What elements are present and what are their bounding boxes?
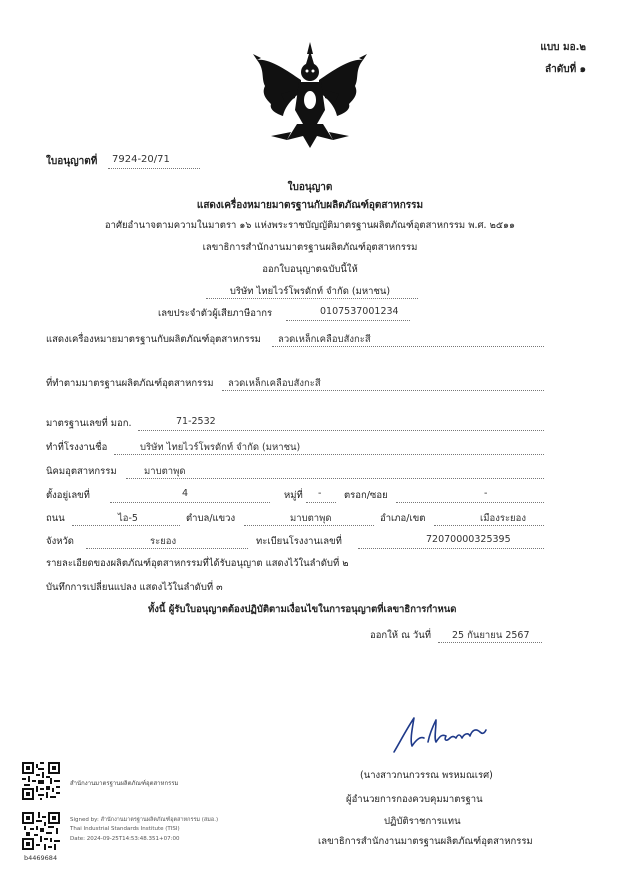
factory-label: ทำที่โรงงานชื่อ: [46, 442, 108, 453]
factory-underline: [114, 454, 544, 455]
signature-date: Date: 2024-09-25T14:53:48.351+07:00: [70, 836, 180, 842]
issue-to-text: ออกใบอนุญาตฉบับนี้ให้: [262, 264, 358, 275]
signatory-title2: ปฏิบัติราชการแทน: [384, 816, 461, 827]
soi-value: -: [484, 488, 488, 499]
moo-underline: [306, 502, 336, 503]
where-underline: [222, 390, 544, 391]
license-number-underline: [108, 168, 200, 169]
road-value: ไอ-5: [118, 513, 138, 524]
standard-underline: [138, 430, 544, 431]
details-note: รายละเอียดของผลิตภัณฑ์อุตสาหกรรมที่ได้รับอนุญาต แสดงไว้ในลำดับที่ ๒: [46, 558, 349, 569]
standard-label: มาตรฐานเลขที่ มอก.: [46, 418, 132, 429]
tax-id-label: เลขประจำตัวผู้เสียภาษีอากร: [158, 308, 273, 319]
secretary-text: เลขาธิการสำนักงานมาตรฐานผลิตภัณฑ์อุตสาหกรรม: [202, 242, 418, 253]
issued-date-underline: [438, 642, 542, 643]
soi-underline: [396, 502, 544, 503]
standard-value: 71-2532: [176, 416, 216, 427]
title-line2: แสดงเครื่องหมายมาตรฐานกับผลิตภัณฑ์อุตสาหกรรม: [196, 200, 424, 211]
road-label: ถนน: [46, 513, 65, 524]
authority-text: อาศัยอำนาจตามความในมาตรา ๑๖ แห่งพระราชบัญญัติมาตรฐานผลิตภัณฑ์อุตสาหกรรม พ.ศ. ๒๕๑๑: [104, 220, 516, 231]
district-value: เมืองระยอง: [480, 513, 526, 524]
factory-value: บริษัท ไทยไวร์โพรดักท์ จำกัด (มหาชน): [140, 442, 301, 453]
tax-id-underline: [286, 320, 410, 321]
signed-by: Signed by: สำนักงานมาตรฐานผลิตภัณฑ์อุตสาหกรรม (สมอ.): [70, 817, 219, 823]
license-number-label: ใบอนุญาตที่: [46, 156, 98, 167]
product-label: แสดงเครื่องหมายมาตรฐานกับผลิตภัณฑ์อุตสาหกรรม: [46, 334, 261, 345]
subdistrict-underline: [244, 525, 374, 526]
handwritten-signature: [390, 712, 490, 756]
product-underline: [272, 346, 544, 347]
estate-label: นิคมอุตสาหกรรม: [46, 466, 117, 477]
province-label: จังหวัด: [46, 536, 74, 547]
product-value: ลวดเหล็กเคลือบสังกะสี: [278, 334, 371, 345]
where-label: ที่ทำตามมาตรฐานผลิตภัณฑ์อุตสาหกรรม: [46, 378, 214, 389]
institute-name: Thai Industrial Standards Institute (TISI): [70, 826, 180, 832]
issued-date: 25 กันยายน 2567: [452, 630, 530, 641]
estate-value: มาบตาพุด: [144, 466, 186, 477]
moo-label: หมู่ที่: [284, 490, 303, 501]
address-underline: [110, 502, 270, 503]
condition-text: ทั้งนี้ ผู้รับใบอนุญาตต้องปฏิบัติตามเงื่อนไขในการอนุญาตที่เลขาธิการกำหนด: [148, 604, 457, 615]
subdistrict-label: ตำบล/แขวง: [186, 513, 236, 524]
qr-code-icon: [22, 762, 60, 800]
issued-label: ออกให้ ณ วันที่: [370, 630, 432, 641]
signatory-title3: เลขาธิการสำนักงานมาตรฐานผลิตภัณฑ์อุตสาหกรรม: [318, 836, 533, 847]
changes-note: บันทึกการเปลี่ยนแปลง แสดงไว้ในลำดับที่ ๓: [46, 582, 223, 593]
address-label: ตั้งอยู่เลขที่: [46, 490, 90, 501]
province-underline: [86, 548, 248, 549]
sequence-number: ลำดับที่ ๑: [544, 64, 586, 75]
where-value: ลวดเหล็กเคลือบสังกะสี: [228, 378, 321, 389]
soi-label: ตรอก/ซอย: [344, 490, 388, 501]
factory-reg-underline: [358, 548, 544, 549]
tax-id-value: 0107537001234: [320, 306, 399, 317]
address-value: 4: [182, 488, 189, 499]
factory-reg-value: 72070000325395: [426, 534, 511, 545]
signatory-name: (นางสาวกนกวรรณ พรหมณเรศ): [360, 770, 493, 781]
qr1-caption: สำนักงานมาตรฐานผลิตภัณฑ์อุตสาหกรรม: [70, 780, 179, 787]
qr-code-signature-icon: [22, 812, 60, 850]
district-underline: [434, 525, 544, 526]
province-value: ระยอง: [150, 536, 177, 547]
garuda-emblem: [251, 40, 369, 152]
title-line1: ใบอนุญาต: [287, 182, 333, 193]
signatory-title1: ผู้อำนวยการกองควบคุมมาตรฐาน: [346, 794, 483, 805]
factory-reg-label: ทะเบียนโรงงานเลขที่: [256, 536, 342, 547]
license-number-value: 7924-20/71: [112, 154, 170, 165]
district-label: อำเภอ/เขต: [380, 513, 426, 524]
subdistrict-value: มาบตาพุด: [290, 513, 332, 524]
estate-underline: [126, 478, 544, 479]
form-code: แบบ มอ.๒: [540, 42, 586, 53]
document-id: b4469684: [24, 854, 58, 862]
road-underline: [72, 525, 180, 526]
company-name: บริษัท ไทยไวร์โพรดักท์ จำกัด (มหาชน): [229, 286, 391, 297]
moo-value: -: [318, 488, 322, 499]
company-underline: [206, 298, 418, 299]
